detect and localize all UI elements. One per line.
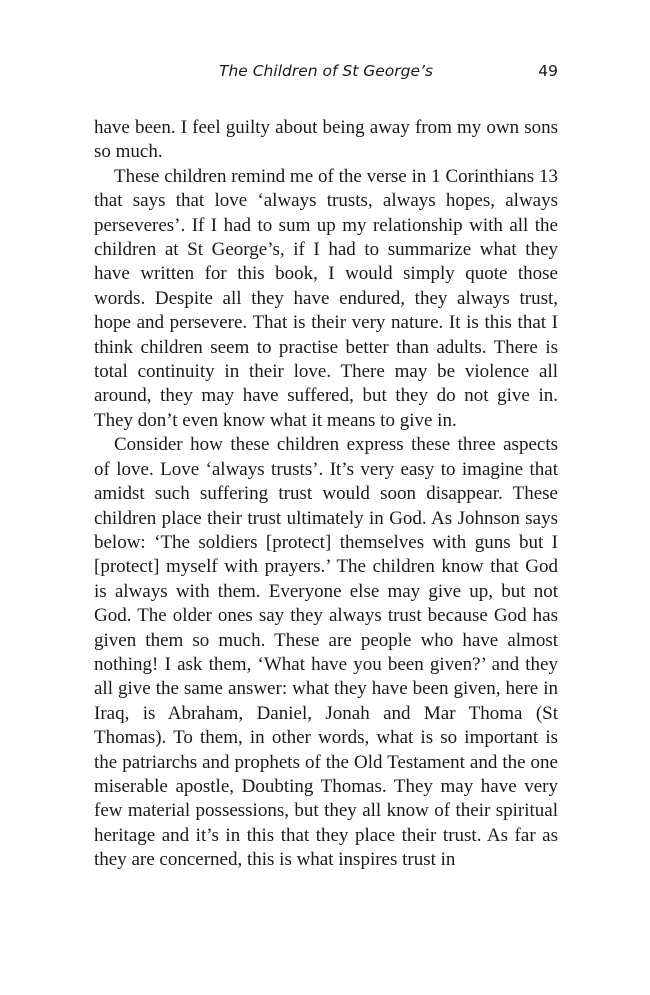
running-title: The Children of St George’s: [218, 62, 433, 80]
paragraph: Consider how these children express these three aspects of love. Love ‘always trusts’. It’s very easy to imagine that amidst such suffering trust would soon disappear. These children place their trust ultimately in God. As Johnson says below: ‘The soldiers [protect] themselves with guns but I [protect] myself with prayers.’ The children know that God is always with them. Everyone else may give up, but not God. The older ones say they always trust because God has given them so much. These are people who have almost nothing! I ask them, ‘What have you been given?’ and they all give the same answer: what they have been given, here in Iraq, is Abraham, Daniel, Jonah and Mar Thoma (St Thomas). To them, in other words, what is so important is the patriarchs and prophets of the Old Testament and the one miserable apostle, Doubting Thomas. They may have very few material possessions, but they all know of their spiritual heritage and it’s in this that they place their trust. As far as they are concerned, this is what inspires trust in: [94, 434, 558, 871]
paragraph: These children remind me of the verse in 1 Corinthians 13 that says that love ‘always trusts, always hopes, always perseveres’. If I had to sum up my relationship with all the children at St George’s, if I had to summarize what they have written for this book, I would simply quote those words. Despite all they have endured, they always trust, hope and persevere. That is their very nature. It is this that I think children seem to practise better than adults. There is total continuity in their love. There may be violence all around, they may have suffered, but they do not give in. They don’t even know what it means to give in.: [94, 165, 558, 431]
paragraph-continued: have been. I feel guilty about being away from my own sons so much.: [94, 117, 558, 163]
running-head: [94, 62, 558, 84]
body-text: [94, 116, 558, 873]
page-number: 49: [538, 62, 558, 80]
